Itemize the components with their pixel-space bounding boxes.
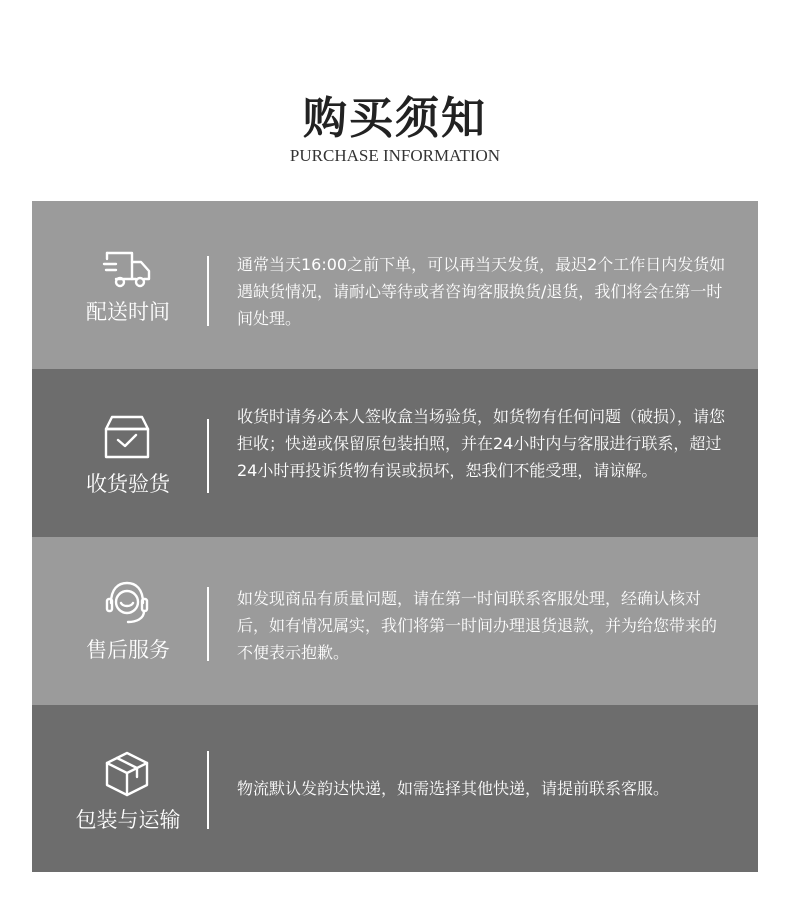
section-delivery-time bbox=[32, 201, 758, 369]
section-text: 通常当天16:00之前下单，可以再当天发货，最迟2个工作日内发货如遇缺货情况，请耐心等待或者咨询客服换货/退货，我们将会在第一时间处理。 bbox=[237, 255, 726, 328]
headset-icon bbox=[102, 577, 152, 627]
page-title: 购买须知 bbox=[303, 93, 487, 144]
section-after-sales bbox=[32, 537, 758, 705]
divider bbox=[207, 419, 209, 493]
section-label: 配送时间 bbox=[86, 300, 170, 324]
divider bbox=[207, 751, 209, 829]
divider bbox=[207, 587, 209, 661]
truck-icon bbox=[102, 245, 152, 295]
section-label: 售后服务 bbox=[86, 638, 170, 662]
header bbox=[0, 0, 790, 200]
section-receiving-inspection bbox=[32, 369, 758, 537]
page-subtitle: PURCHASE INFORMATION bbox=[289, 146, 501, 165]
package-box-icon bbox=[102, 749, 152, 799]
divider bbox=[207, 256, 209, 326]
section-packaging-shipping bbox=[32, 705, 758, 872]
section-text: 物流默认发韵达快递，如需选择其他快递，请提前联系客服。 bbox=[237, 779, 670, 798]
section-label: 收货验货 bbox=[86, 472, 170, 496]
inbox-check-icon bbox=[102, 413, 152, 463]
section-text: 如发现商品有质量问题，请在第一时间联系客服处理，经确认核对后，如有情况属实，我们将第一时间办理退货退款，并为给您带来的不便表示抱歉。 bbox=[237, 589, 718, 662]
section-label: 包装与运输 bbox=[75, 808, 181, 832]
info-panels bbox=[32, 201, 758, 872]
section-text: 收货时请务必本人签收盒当场验货，如货物有任何问题（破损），请您拒收；快递或保留原包装拍照，并在24小时内与客服进行联系，超过24小时再投诉货物有误或损坏，恕我们不能受理，请谅解。 bbox=[237, 407, 726, 480]
